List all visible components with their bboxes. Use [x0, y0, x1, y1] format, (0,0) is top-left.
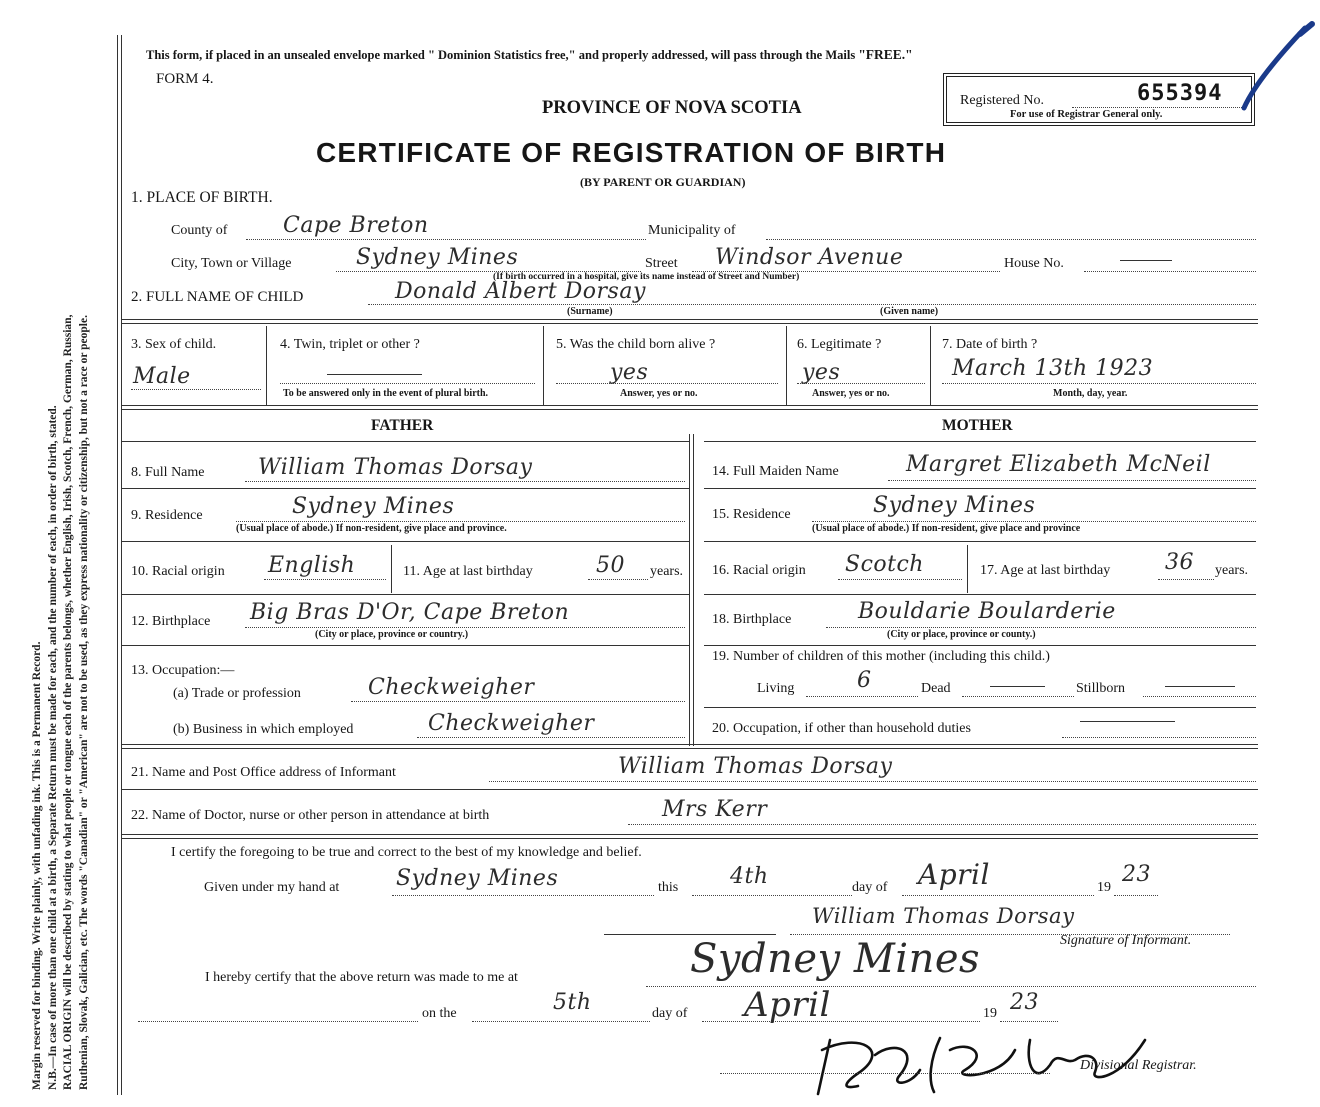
divider-5-6: [786, 326, 787, 406]
mother-birthplace-dots: [826, 627, 1256, 628]
mail-notice: [146, 47, 913, 63]
municipality-label: Municipality of: [648, 223, 736, 238]
father-birthplace-dots: [245, 627, 685, 628]
mother-residence-dots: [812, 521, 1256, 522]
margin-instructions: [30, 20, 92, 1090]
living-dots: [806, 696, 918, 697]
father-10-11-divider: [391, 545, 392, 593]
mother-residence-label: 15. Residence: [712, 507, 791, 522]
registered-number-box: [943, 73, 1255, 126]
hospital-note: (If birth occurred in a hospital, give its name instead of Street and Number): [493, 272, 800, 282]
child-name-dots: [368, 304, 1256, 305]
date-of-birth-note: Month, day, year.: [1053, 388, 1128, 399]
given-day-value: 4th: [730, 864, 769, 889]
twin-label: 4. Twin, triplet or other ?: [280, 337, 420, 352]
mother-abode-note: (Usual place of abode.) If non-resident, give place and province: [812, 523, 1081, 534]
father-row-10-rule: [122, 594, 689, 595]
father-racial-label: 10. Racial origin: [131, 564, 225, 579]
mother-racial-dots: [838, 579, 962, 580]
dead-dots: [962, 696, 1074, 697]
mother-years-label: years.: [1215, 563, 1249, 578]
signature-line-left: [604, 934, 776, 935]
children-count-label: 19. Number of children of this mother (including this child.): [712, 649, 1050, 664]
street-label: Street: [645, 256, 678, 271]
margin-line-4: Ruthenian, Slovak, Galician, etc. The words "Canadian" or "American" are not to be used, as they express nationality or citizenship, but not a race or people.: [77, 315, 90, 1090]
certificate-title: CERTIFICATE OF REGISTRATION OF BIRTH: [316, 137, 947, 168]
mother-row-14-rule: [704, 488, 1256, 489]
child-name-value: Donald Albert Dorsay: [395, 279, 646, 304]
given-year-prefix: 19: [1097, 880, 1111, 895]
informant-value: William Thomas Dorsay: [618, 754, 893, 779]
mother-16-17-divider: [967, 545, 968, 593]
father-birthplace-label: 12. Birthplace: [131, 614, 211, 629]
divider-row-22: [122, 834, 1258, 839]
date-of-birth-dots: [942, 383, 1256, 384]
father-row-8-rule: [122, 488, 689, 489]
business-label: (b) Business in which employed: [173, 722, 354, 737]
informant-label: 21. Name and Post Office address of Informant: [131, 765, 396, 780]
left-double-border: [117, 35, 122, 1095]
mail-notice-text: This form, if placed in an unsealed envelope marked " Dominion Statistics free," and properly addressed, will pass through the Mails: [146, 48, 859, 62]
born-alive-dots: [556, 383, 778, 384]
mother-age-label: 17. Age at last birthday: [980, 563, 1111, 578]
stillborn-label: Stillborn: [1076, 681, 1126, 696]
father-row-9-rule: [122, 541, 689, 542]
mother-birthplace-value: Bouldarie Boularderie: [858, 599, 1116, 624]
mother-occupation-label: 20. Occupation, if other than household duties: [712, 721, 971, 736]
certify-statement: I certify the foregoing to be true and correct to the best of my knowledge and belief.: [171, 845, 642, 860]
father-residence-dots: [236, 521, 685, 522]
province-title: PROVINCE OF NOVA SCOTIA: [542, 98, 802, 118]
registered-label: Registered No.: [960, 93, 1044, 108]
mother-birthplace-label: 18. Birthplace: [712, 612, 792, 627]
sex-value: Male: [133, 364, 191, 389]
day-dots: [692, 895, 852, 896]
mother-age-dots: [1158, 579, 1214, 580]
legitimate-label: 6. Legitimate ?: [797, 337, 882, 352]
mother-heading-rule: [704, 441, 1256, 442]
mother-occupation-dots: [1062, 737, 1256, 738]
on-the-label: on the: [422, 1006, 457, 1021]
divider-row-2: [122, 319, 1258, 324]
county-dots: [246, 239, 646, 240]
given-year-value: 23: [1122, 862, 1151, 887]
business-dots: [417, 737, 685, 738]
given-place-value: Sydney Mines: [396, 866, 559, 891]
mother-row-15-rule: [704, 541, 1256, 542]
father-name-value: William Thomas Dorsay: [258, 455, 533, 480]
stillborn-dots: [1143, 696, 1256, 697]
father-residence-value: Sydney Mines: [292, 494, 455, 519]
father-age-dots: [588, 579, 648, 580]
certificate-subtitle: (BY PARENT OR GUARDIAN): [580, 175, 746, 189]
mother-residence-value: Sydney Mines: [873, 493, 1036, 518]
mother-occupation-dash: [1080, 721, 1175, 722]
registrar-day-value: 5th: [553, 990, 592, 1015]
signature-informant-label: Signature of Informant.: [1060, 933, 1192, 948]
registrar-year-value: 23: [1010, 990, 1039, 1015]
father-residence-label: 9. Residence: [131, 508, 203, 523]
parents-divider: [689, 434, 694, 746]
mother-row-19-rule: [704, 707, 1256, 708]
attendant-label: 22. Name of Doctor, nurse or other person in attendance at birth: [131, 808, 490, 823]
mail-notice-free: "FREE.": [858, 47, 913, 62]
given-day-of-label: day of: [852, 880, 888, 895]
given-place-dots: [392, 895, 654, 896]
city-value: Sydney Mines: [356, 245, 519, 270]
margin-line-1: Margin reserved for binding. Write plainly, with unfading ink. This is a Permanent Record.: [31, 641, 43, 1090]
mother-row-16-rule: [704, 594, 1256, 595]
registrar-place-value: Sydney Mines: [690, 936, 981, 982]
mother-row-18-rule: [704, 645, 1256, 646]
informant-dots: [489, 781, 1256, 782]
mother-heading: MOTHER: [942, 417, 1013, 434]
divider-6-7: [930, 326, 931, 406]
living-value: 6: [857, 668, 872, 693]
father-years-label: years.: [650, 564, 684, 579]
twin-dash: [327, 374, 422, 375]
place-of-birth-label: 1. PLACE OF BIRTH.: [131, 189, 273, 206]
house-dash: [1120, 260, 1172, 261]
registrar-line-2-dots: [138, 1021, 418, 1022]
child-name-label: 2. FULL NAME OF CHILD: [131, 289, 304, 305]
row-21-rule: [122, 789, 1258, 790]
margin-line-2: N.B.—In case of more than one child at a birth, a Separate Return must be made for each, and the number of each, in order of birth, stated.: [46, 405, 59, 1090]
father-racial-value: English: [268, 553, 356, 578]
father-name-label: 8. Full Name: [131, 465, 205, 480]
mother-name-value: Margret Elizabeth McNeil: [906, 452, 1211, 477]
living-label: Living: [757, 681, 795, 696]
business-value: Checkweigher: [428, 711, 595, 736]
registered-dots: [1072, 107, 1242, 108]
divider-3-4: [266, 326, 267, 406]
mother-name-dots: [888, 480, 1256, 481]
informant-signature: William Thomas Dorsay: [812, 904, 1075, 928]
born-alive-note: Answer, yes or no.: [620, 388, 698, 399]
form-number: FORM 4.: [156, 71, 214, 87]
margin-line-3: RACIAL ORIGIN will be described by stating to what people or tongue each of the parents belongs, whether English, Irish, Scotch, French, German, Russian,: [62, 314, 74, 1090]
given-under-label: Given under my hand at: [204, 880, 340, 895]
dead-label: Dead: [921, 681, 951, 696]
city-label: City, Town or Village: [171, 256, 292, 271]
mother-racial-value: Scotch: [845, 552, 924, 577]
born-alive-value: yes: [610, 360, 649, 385]
date-of-birth-label: 7. Date of birth ?: [942, 337, 1038, 352]
registrar-year-prefix: 19: [983, 1006, 997, 1021]
attendant-dots: [628, 824, 1256, 825]
father-birthplace-value: Big Bras D'Or, Cape Breton: [250, 600, 570, 625]
father-heading: FATHER: [371, 417, 434, 434]
this-label: this: [658, 880, 679, 895]
house-dots: [1084, 271, 1256, 272]
occupation-label: 13. Occupation:—: [131, 663, 235, 678]
registrar-day-of-label: day of: [652, 1006, 688, 1021]
county-value: Cape Breton: [283, 213, 429, 238]
father-row-12-rule: [122, 645, 689, 646]
trade-dots: [351, 701, 685, 702]
house-label: House No.: [1004, 256, 1064, 271]
twin-dots: [280, 383, 535, 384]
municipality-dots: [766, 239, 1256, 240]
father-age-value: 50: [596, 553, 625, 578]
divisional-registrar-label: Divisional Registrar.: [1080, 1058, 1197, 1073]
mother-birthplace-note: (City or place, province or county.): [887, 629, 1036, 640]
trade-value: Checkweigher: [368, 675, 535, 700]
registrar-use-note: For use of Registrar General only.: [1010, 109, 1163, 120]
trade-label: (a) Trade or profession: [173, 686, 301, 701]
divider-4-5: [543, 326, 544, 406]
registrar-signature-line: [720, 1073, 1050, 1074]
father-heading-rule: [122, 441, 689, 442]
legitimate-value: yes: [802, 360, 841, 385]
registrar-month-value: April: [744, 985, 831, 1025]
divider-row-3: [122, 405, 1258, 410]
father-abode-note: (Usual place of abode.) If non-resident, give place and province.: [236, 523, 507, 534]
sex-label: 3. Sex of child.: [131, 337, 217, 352]
born-alive-label: 5. Was the child born alive ?: [556, 337, 716, 352]
legitimate-note: Answer, yes or no.: [812, 388, 890, 399]
attendant-value: Mrs Kerr: [662, 797, 768, 822]
dead-dash: [990, 686, 1045, 687]
father-racial-dots: [264, 579, 386, 580]
check-mark-icon: [1230, 20, 1320, 130]
date-of-birth-value: March 13th 1923: [952, 356, 1154, 381]
registrar-place-dots: [646, 986, 1256, 987]
father-name-dots: [245, 481, 685, 482]
month-dots: [902, 895, 1094, 896]
surname-note: (Surname): [567, 306, 613, 317]
registered-value: 655394: [1137, 81, 1223, 106]
registrar-statement: I hereby certify that the above return was made to me at: [205, 970, 518, 985]
county-label: County of: [171, 223, 228, 238]
registrar-day-dots: [472, 1021, 650, 1022]
divider-row-parents: [122, 744, 1258, 749]
mother-racial-label: 16. Racial origin: [712, 563, 806, 578]
given-month-value: April: [918, 858, 990, 891]
father-age-label: 11. Age at last birthday: [403, 564, 533, 579]
given-name-note: (Given name): [880, 306, 939, 317]
twin-note: To be answered only in the event of plural birth.: [283, 388, 489, 399]
year-dots: [1114, 895, 1158, 896]
sex-dots: [131, 389, 261, 390]
stillborn-dash: [1165, 686, 1235, 687]
father-birthplace-note: (City or place, province or country.): [315, 629, 469, 640]
mother-age-value: 36: [1165, 550, 1194, 575]
mother-name-label: 14. Full Maiden Name: [712, 464, 839, 479]
street-value: Windsor Avenue: [715, 245, 904, 270]
